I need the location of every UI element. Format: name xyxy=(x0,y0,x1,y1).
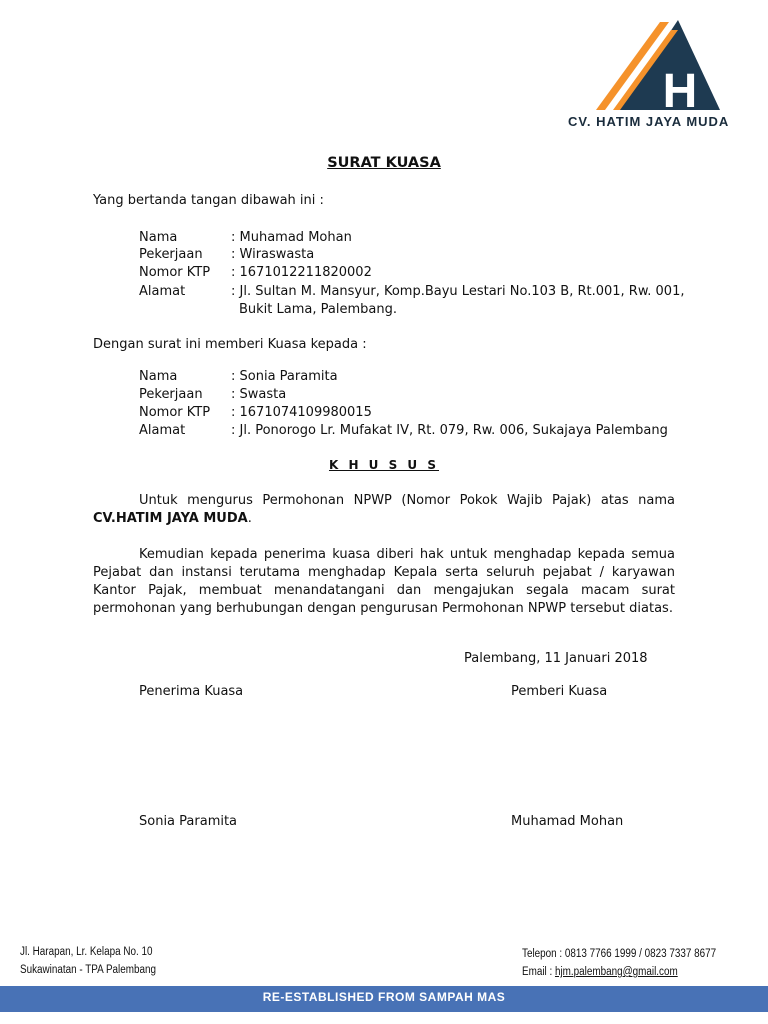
footer-address-line2: Sukawinatan - TPA Palembang xyxy=(20,964,156,976)
recipient-role: Penerima Kuasa xyxy=(139,684,244,699)
grantee-address-value: : Jl. Ponorogo Lr. Mufakat IV, Rt. 079, Rw. 006, Sukajaya Palembang xyxy=(231,423,668,438)
grantor-signature-name: Muhamad Mohan xyxy=(511,814,624,829)
grantor-address-row xyxy=(139,283,684,301)
paragraph-1-end: . xyxy=(247,511,252,526)
paragraph-1-text: Untuk mengurus Permohonan NPWP (Nomor Pokok Wajib Pajak) atas nama xyxy=(139,493,675,508)
grantor-ktp-label: Nomor KTP xyxy=(139,265,211,280)
company-logo xyxy=(592,18,720,114)
grantor-role: Pemberi Kuasa xyxy=(511,684,608,699)
grantee-name-label: Nama xyxy=(139,369,178,384)
grantee-job-value: : Swasta xyxy=(231,387,287,402)
grantee-job-row xyxy=(139,386,286,404)
document-title: SURAT KUASA xyxy=(327,155,441,171)
footer-bar-text: RE-ESTABLISHED FROM SAMPAH MAS xyxy=(262,990,506,1004)
company-name: CV. HATIM JAYA MUDA xyxy=(568,114,730,129)
paragraph-2: Kemudian kepada penerima kuasa diberi hak untuk menghadap kepada semua Pejabat dan instansi terutama menghadap Kepala serta seluruh pejabat / karyawan Kantor Pajak, membuat menandatangani dan mengajukan segala macam surat permohonan yang berhubungan dengan pengurusan Permohonan NPWP tersebut diatas. xyxy=(93,547,675,616)
grantor-address-value: : Jl. Sultan M. Mansyur, Komp.Bayu Lestari No.103 B, Rt.001, Rw. 001, xyxy=(231,284,685,299)
grantor-address-label: Alamat xyxy=(139,284,186,299)
grantee-address-label: Alamat xyxy=(139,423,186,438)
footer-phone: Telepon : 0813 7766 1999 / 0823 7337 8677 xyxy=(522,948,717,960)
footer-email-link[interactable]: hjm.palembang@gmail.com xyxy=(554,966,678,978)
grantor-name-row xyxy=(139,229,352,247)
intro-text: Yang bertanda tangan dibawah ini : xyxy=(93,193,324,208)
grantee-address-row xyxy=(139,422,668,440)
recipient-signature-name: Sonia Paramita xyxy=(139,814,238,829)
grantor-name-value: : Muhamad Mohan xyxy=(231,230,352,245)
grantee-ktp-value: : 1671074109980015 xyxy=(231,405,372,420)
grantor-ktp-value: : 1671012211820002 xyxy=(231,265,372,280)
footer-address-line1: Jl. Harapan, Lr. Kelapa No. 10 xyxy=(20,946,153,958)
grantor-ktp-row xyxy=(139,264,372,282)
grantee-name-row xyxy=(139,368,338,386)
grantee-ktp-row xyxy=(139,404,372,422)
grant-intro-text: Dengan surat ini memberi Kuasa kepada : xyxy=(93,337,367,352)
place-date: Palembang, 11 Januari 2018 xyxy=(464,651,648,666)
grantee-name-value: : Sonia Paramita xyxy=(231,369,338,384)
grantor-job-row xyxy=(139,246,314,264)
footer-email-label: Email : xyxy=(522,966,555,978)
logo-letter: H xyxy=(662,65,698,114)
grantor-name-label: Nama xyxy=(139,230,178,245)
grantor-job-value: : Wiraswasta xyxy=(231,247,315,262)
footer-email-row xyxy=(522,964,678,980)
grantee-ktp-label: Nomor KTP xyxy=(139,405,211,420)
paragraph-1-company: CV.HATIM JAYA MUDA xyxy=(93,511,248,526)
grantee-job-label: Pekerjaan xyxy=(139,387,203,402)
paragraph-1 xyxy=(93,492,675,528)
grantor-job-label: Pekerjaan xyxy=(139,247,203,262)
grantor-address-line2: Bukit Lama, Palembang. xyxy=(239,302,397,317)
section-heading: K H U S U S xyxy=(328,458,439,472)
